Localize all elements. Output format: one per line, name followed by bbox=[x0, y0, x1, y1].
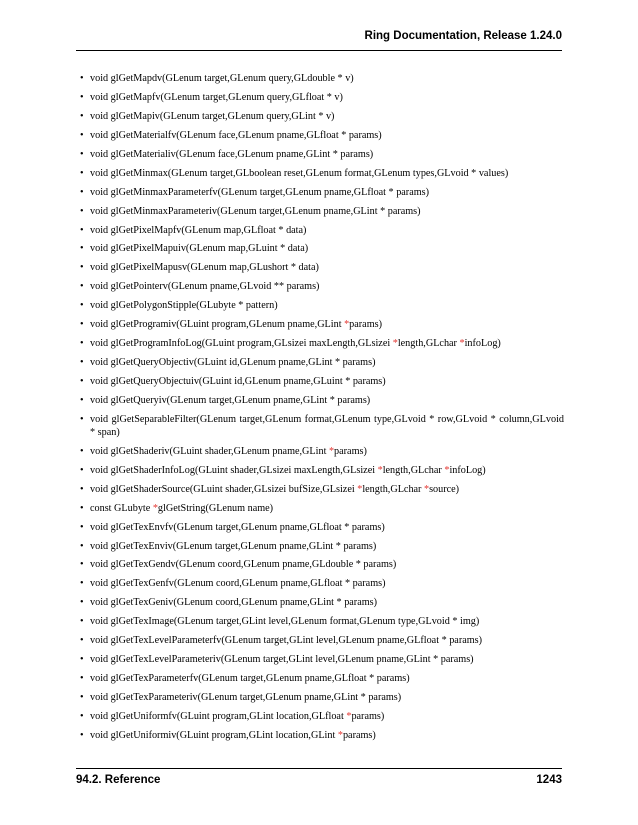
bullet-icon: • bbox=[80, 635, 84, 647]
bullet-icon: • bbox=[80, 597, 84, 609]
signature-text: void glGetTexLevelParameterfv(GLenum target,GLint level,GLenum pname,GLfloat * params) bbox=[90, 635, 483, 647]
signature-text: void glGetUniformiv(GLuint program,GLint location,GLint bbox=[90, 729, 338, 741]
list-item bbox=[80, 242, 564, 255]
bullet-icon: • bbox=[80, 376, 84, 387]
bullet-icon: • bbox=[80, 319, 84, 331]
signature-text: length,GLchar bbox=[382, 464, 445, 476]
bullet-icon: • bbox=[80, 559, 84, 571]
signature-text: params) bbox=[351, 710, 385, 722]
list-item bbox=[80, 148, 564, 161]
signature-text: void glGetTexGendv(GLenum coord,GLenum pname,GLdouble * params) bbox=[90, 559, 397, 571]
header-title: Ring Documentation, Release 1.24.0 bbox=[364, 30, 562, 42]
highlighted-asterisk: * bbox=[328, 445, 335, 457]
signature-text: source) bbox=[429, 483, 460, 495]
list-item bbox=[80, 224, 564, 237]
footer-rule bbox=[76, 768, 562, 769]
signature-text: length,GLchar bbox=[397, 338, 460, 350]
signature-text: void glGetPixelMapfv(GLenum map,GLfloat * data) bbox=[90, 224, 307, 236]
bullet-icon: • bbox=[80, 540, 84, 552]
bullet-icon: • bbox=[80, 673, 84, 685]
bullet-icon: • bbox=[80, 578, 84, 590]
list-item bbox=[80, 110, 564, 123]
signature-text: void glGetTexGenfv(GLenum coord,GLenum pname,GLfloat * params) bbox=[90, 578, 386, 590]
list-item bbox=[80, 72, 564, 85]
highlighted-asterisk: * bbox=[152, 502, 158, 514]
list-item bbox=[80, 577, 564, 590]
bullet-icon: • bbox=[80, 729, 84, 741]
list-item bbox=[80, 186, 564, 199]
list-item bbox=[80, 540, 564, 553]
list-item bbox=[80, 653, 564, 666]
bullet-icon: • bbox=[80, 243, 84, 255]
list-item bbox=[80, 413, 564, 439]
signature-text: void glGetShaderInfoLog(GLuint shader,GLsizei maxLength,GLsizei bbox=[90, 464, 378, 476]
highlighted-asterisk: * bbox=[337, 729, 343, 741]
highlighted-asterisk: * bbox=[357, 483, 363, 495]
signature-text: void glGetTexImage(GLenum target,GLint level,GLenum format,GLenum type,GLvoid * img) bbox=[90, 616, 480, 628]
signature-text: void glGetQueryObjectiv(GLuint id,GLenum pname,GLint * params) bbox=[90, 357, 376, 369]
list-item bbox=[80, 729, 564, 742]
highlighted-asterisk: * bbox=[346, 710, 352, 722]
function-list bbox=[80, 72, 564, 748]
list-item bbox=[80, 483, 564, 496]
highlighted-asterisk: * bbox=[444, 464, 450, 476]
signature-text: void glGetMinmaxParameterfv(GLenum target,GLenum pname,GLfloat * params) bbox=[90, 186, 430, 198]
list-item bbox=[80, 356, 564, 369]
bullet-icon: • bbox=[80, 300, 84, 312]
footer-page-number: 1243 bbox=[536, 774, 562, 786]
signature-text: void glGetShaderSource(GLuint shader,GLsizei bufSize,GLsizei bbox=[90, 483, 358, 495]
signature-text: void glGetSeparableFilter(GLenum target,GLenum format,GLenum type,GLvoid * row,GLvoid * column,GLvoid * span) bbox=[90, 413, 564, 438]
bullet-icon: • bbox=[80, 110, 84, 122]
bullet-icon: • bbox=[80, 281, 84, 293]
signature-text: void glGetTexEnviv(GLenum target,GLenum pname,GLint * params) bbox=[90, 540, 377, 552]
signature-text: void glGetProgramiv(GLuint program,GLenum pname,GLint bbox=[90, 319, 345, 331]
signature-text: void glGetMapfv(GLenum target,GLenum query,GLfloat * v) bbox=[90, 91, 343, 103]
bullet-icon: • bbox=[80, 205, 84, 217]
bullet-icon: • bbox=[80, 394, 84, 406]
bullet-icon: • bbox=[80, 710, 84, 722]
highlighted-asterisk: * bbox=[392, 338, 398, 350]
bullet-icon: • bbox=[80, 445, 84, 457]
list-item bbox=[80, 318, 564, 331]
list-item bbox=[80, 691, 564, 704]
bullet-icon: • bbox=[80, 224, 84, 236]
signature-text: infoLog) bbox=[449, 464, 486, 476]
highlighted-asterisk: * bbox=[344, 319, 350, 331]
bullet-icon: • bbox=[80, 413, 84, 425]
bullet-icon: • bbox=[80, 616, 84, 628]
signature-text: void glGetTexGeniv(GLenum coord,GLenum pname,GLint * params) bbox=[90, 597, 378, 609]
list-item bbox=[80, 337, 564, 350]
signature-text: void glGetMinmax(GLenum target,GLboolean reset,GLenum format,GLenum types,GLvoid * values) bbox=[90, 167, 509, 179]
signature-text: void glGetQueryObjectuiv(GLuint id,GLenum pname,GLuint * params) bbox=[90, 376, 386, 387]
signature-text: void glGetShaderiv(GLuint shader,GLenum pname,GLint bbox=[90, 445, 329, 457]
signature-text: params) bbox=[342, 729, 376, 741]
signature-text: void glGetMinmaxParameteriv(GLenum target,GLenum pname,GLint * params) bbox=[90, 205, 421, 217]
signature-text: void glGetMapiv(GLenum target,GLenum query,GLint * v) bbox=[90, 110, 335, 122]
signature-text: void glGetMapdv(GLenum target,GLenum query,GLdouble * v) bbox=[90, 73, 354, 84]
highlighted-asterisk: * bbox=[377, 464, 383, 476]
list-item bbox=[80, 558, 564, 571]
signature-text: void glGetTexParameterfv(GLenum target,GLenum pname,GLfloat * params) bbox=[90, 673, 410, 685]
list-item bbox=[80, 299, 564, 312]
list-item bbox=[80, 205, 564, 218]
signature-text: void glGetPointerv(GLenum pname,GLvoid ** params) bbox=[90, 281, 320, 293]
bullet-icon: • bbox=[80, 464, 84, 476]
signature-text: void glGetPixelMapusv(GLenum map,GLushort * data) bbox=[90, 262, 319, 274]
signature-text: glGetString(GLenum name) bbox=[157, 502, 274, 514]
signature-text: void glGetPolygonStipple(GLubyte * pattern) bbox=[90, 300, 278, 312]
header-rule bbox=[76, 50, 562, 51]
bullet-icon: • bbox=[80, 338, 84, 350]
list-item bbox=[80, 672, 564, 685]
list-item bbox=[80, 261, 564, 274]
list-item bbox=[80, 464, 564, 477]
bullet-icon: • bbox=[80, 73, 84, 84]
bullet-icon: • bbox=[80, 262, 84, 274]
bullet-icon: • bbox=[80, 91, 84, 103]
list-item bbox=[80, 280, 564, 293]
signature-text: const GLubyte bbox=[90, 502, 153, 514]
bullet-icon: • bbox=[80, 167, 84, 179]
signature-text: void glGetUniformfv(GLuint program,GLint location,GLfloat bbox=[90, 710, 347, 722]
bullet-icon: • bbox=[80, 654, 84, 666]
list-item bbox=[80, 445, 564, 458]
signature-text: void glGetQueryiv(GLenum target,GLenum pname,GLint * params) bbox=[90, 394, 371, 406]
signature-text: void glGetPixelMapuiv(GLenum map,GLuint * data) bbox=[90, 243, 309, 255]
list-item bbox=[80, 91, 564, 104]
list-item bbox=[80, 634, 564, 647]
bullet-icon: • bbox=[80, 483, 84, 495]
highlighted-asterisk: * bbox=[424, 483, 430, 495]
bullet-icon: • bbox=[80, 129, 84, 141]
list-item bbox=[80, 710, 564, 723]
signature-text: infoLog) bbox=[464, 338, 501, 350]
signature-text: params) bbox=[349, 319, 382, 331]
list-item bbox=[80, 394, 564, 407]
signature-text: void glGetTexParameteriv(GLenum target,GLenum pname,GLint * params) bbox=[90, 692, 402, 703]
list-item bbox=[80, 521, 564, 534]
list-item bbox=[80, 502, 564, 515]
signature-text: void glGetTexLevelParameteriv(GLenum target,GLint level,GLenum pname,GLint * params) bbox=[90, 654, 474, 666]
bullet-icon: • bbox=[80, 148, 84, 160]
list-item bbox=[80, 167, 564, 180]
list-item bbox=[80, 615, 564, 628]
signature-text: void glGetTexEnvfv(GLenum target,GLenum pname,GLfloat * params) bbox=[90, 521, 385, 533]
bullet-icon: • bbox=[80, 521, 84, 533]
bullet-icon: • bbox=[80, 186, 84, 198]
signature-text: params) bbox=[334, 445, 367, 457]
list-item bbox=[80, 596, 564, 609]
bullet-icon: • bbox=[80, 692, 84, 703]
footer-section: 94.2. Reference bbox=[76, 774, 161, 786]
bullet-icon: • bbox=[80, 502, 84, 514]
highlighted-asterisk: * bbox=[459, 338, 465, 350]
signature-text: void glGetMaterialfv(GLenum face,GLenum pname,GLfloat * params) bbox=[90, 129, 382, 141]
list-item bbox=[80, 375, 564, 388]
bullet-icon: • bbox=[80, 357, 84, 369]
signature-text: void glGetMaterialiv(GLenum face,GLenum pname,GLint * params) bbox=[90, 148, 374, 160]
list-item bbox=[80, 129, 564, 142]
signature-text: void glGetProgramInfoLog(GLuint program,GLsizei maxLength,GLsizei bbox=[90, 338, 393, 350]
signature-text: length,GLchar bbox=[362, 483, 424, 495]
